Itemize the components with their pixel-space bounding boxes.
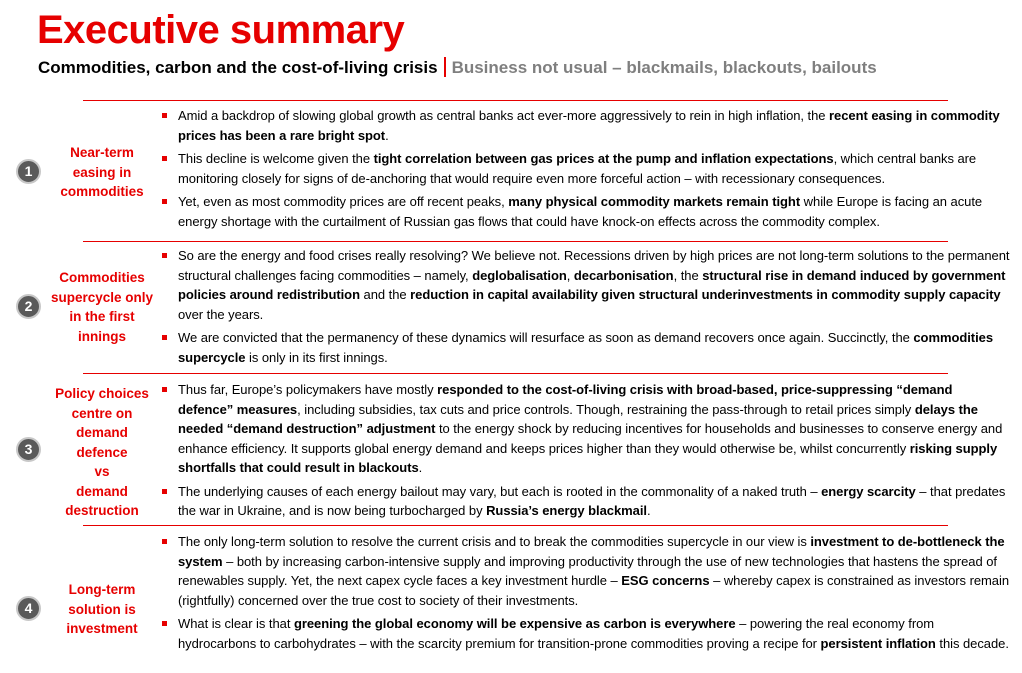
bullet-emphasis: structural rise in demand induced by government policies around redistribution [178, 267, 1006, 302]
bullet-text: This decline is welcome given the [178, 151, 374, 166]
section-number-badge: 1 [16, 159, 41, 184]
section-divider [83, 100, 948, 101]
bullet-emphasis: recent easing in commodity prices has been a rare bright spot [178, 108, 1000, 143]
bullet-emphasis: responded to the cost-of-living crisis with broad-based, price-suppressing “demand defence” measures [178, 382, 953, 417]
page-subtitle [38, 57, 877, 79]
bullet-text: So are the energy and food crises really resolving? We believe not. Recessions driven by high prices are not long-term solutions to the permanent structural challenges facing commodities – namely, [178, 248, 1010, 283]
bullet-emphasis: Russia’s energy blackmail [486, 503, 647, 518]
subtitle-tagline: Business not usual – blackmails, blackouts, bailouts [451, 58, 877, 77]
bullet-text: We are convicted that the permanency of these dynamics will resurface as soon as demand recovers once again. Succinctly, the [178, 330, 914, 345]
bullet-text: What is clear is that [178, 616, 294, 631]
bullet-emphasis: deglobalisation [472, 267, 567, 283]
bullet-emphasis: delays the needed “demand destruction” adjustment [178, 401, 978, 436]
bullet-text: Yet, even as most commodity prices are off recent peaks, [178, 194, 509, 209]
bullet-emphasis: many physical commodity markets remain tight [508, 194, 801, 209]
subtitle-main: Commodities, carbon and the cost-of-living crisis [38, 58, 438, 77]
bullet-item [158, 328, 1010, 367]
bullet-text: – powering the real economy from hydrocarbons to carbohydrates – with the scarcity premium for transition-prone commodities proving a recipe for [178, 616, 935, 651]
section-label: Policy choices centre on demand defence vs demand destruction [55, 386, 149, 518]
bullet-text: . [385, 127, 389, 143]
bullet-emphasis: ESG concerns [621, 573, 710, 588]
section-label: Commodities supercycle only in the first innings [50, 270, 154, 344]
bullet-item [158, 246, 1010, 324]
bullet-emphasis: risking supply shortfalls that could result in blackouts [178, 440, 998, 475]
bullet-item [158, 380, 1010, 478]
bullet-emphasis: decarbonisation [573, 267, 674, 283]
bullet-text: – both by increasing carbon-intensive supply and improving productivity through the use of new technologies that hastens the spread of renewables supply. Yet, the next capex cycle faces a key investment hurdle – [178, 553, 997, 588]
bullet-list [158, 106, 1010, 235]
bullet-text: and the [359, 287, 411, 302]
bullet-list [158, 246, 1010, 371]
bullet-text: – whereby capex is constrained as investors remain (rightfully) concerned over the true cost to society of their investments. [178, 573, 1010, 608]
bullet-emphasis: commodities supercycle [178, 330, 994, 365]
section-divider [83, 373, 948, 374]
bullet-text: The underlying causes of each energy bailout may vary, but each is rooted in the commonality of a naked truth – [178, 483, 822, 499]
bullet-item [158, 614, 1010, 653]
bullet-text: . [646, 503, 651, 518]
bullet-text: – that predates the war in Ukraine, and is now being turbocharged by [178, 483, 1006, 518]
page-title: Executive summary [37, 8, 405, 52]
section-divider [83, 525, 948, 526]
bullet-text: , the [673, 267, 703, 283]
bullet-emphasis: energy scarcity [821, 483, 916, 499]
bullet-text: Thus far, Europe’s policymakers have mostly [178, 382, 438, 397]
bullet-text: to the energy shock by reducing incentives for households and businesses to conserve energy and enhance efficiency. It supports global energy demand and keeps prices higher than they would otherwise be, whilst concurrently [178, 421, 1003, 456]
section-label: Long-term solution is investment [66, 582, 138, 636]
section-number-badge: 3 [16, 437, 41, 462]
section-number-badge: 4 [16, 596, 41, 621]
bullet-list [158, 532, 1010, 657]
bullet-text: , including subsidies, tax cuts and price controls. Though, restraining the pass-through to retail prices simply [297, 401, 915, 417]
section-divider [83, 241, 948, 242]
section-label: Near-term easing in commodities [60, 145, 144, 199]
bullet-text: is only in its first innings. [245, 349, 388, 365]
bullet-text: Amid a backdrop of slowing global growth as central banks act ever-more aggressively to rein in high inflation, the [178, 108, 830, 123]
bullet-emphasis: reduction in capital availability given structural underinvestments in commodity supply capacity [410, 287, 1001, 302]
bullet-text: this decade. [935, 635, 1009, 651]
bullet-text: over the years. [178, 306, 264, 322]
bullet-emphasis: greening the global economy will be expensive as carbon is everywhere [293, 616, 736, 631]
bullet-item [158, 149, 1010, 188]
subtitle-divider [444, 57, 446, 77]
bullet-text: while Europe is facing an acute energy shortage with the curtailment of Russian gas flows that could have knock-on effects across the commodity complex. [178, 194, 983, 229]
bullet-emphasis: tight correlation between gas prices at the pump and inflation expectations [373, 151, 834, 166]
bullet-list [158, 380, 1010, 525]
bullet-text: The only long-term solution to resolve the current crisis and to break the commodities supercycle in our view is [178, 534, 811, 549]
bullet-item [158, 192, 1010, 231]
bullet-text: , [566, 267, 574, 283]
bullet-text: . [418, 460, 423, 475]
bullet-emphasis: investment to de-bottleneck the system [178, 534, 1005, 569]
bullet-text: , which central banks are monitoring closely for signs of de-anchoring that would require even more forceful action – with recessionary consequences. [178, 151, 977, 186]
bullet-item [158, 482, 1010, 521]
bullet-item [158, 532, 1010, 610]
bullet-emphasis: persistent inflation [820, 635, 936, 651]
bullet-item [158, 106, 1010, 145]
section-number-badge: 2 [16, 294, 41, 319]
